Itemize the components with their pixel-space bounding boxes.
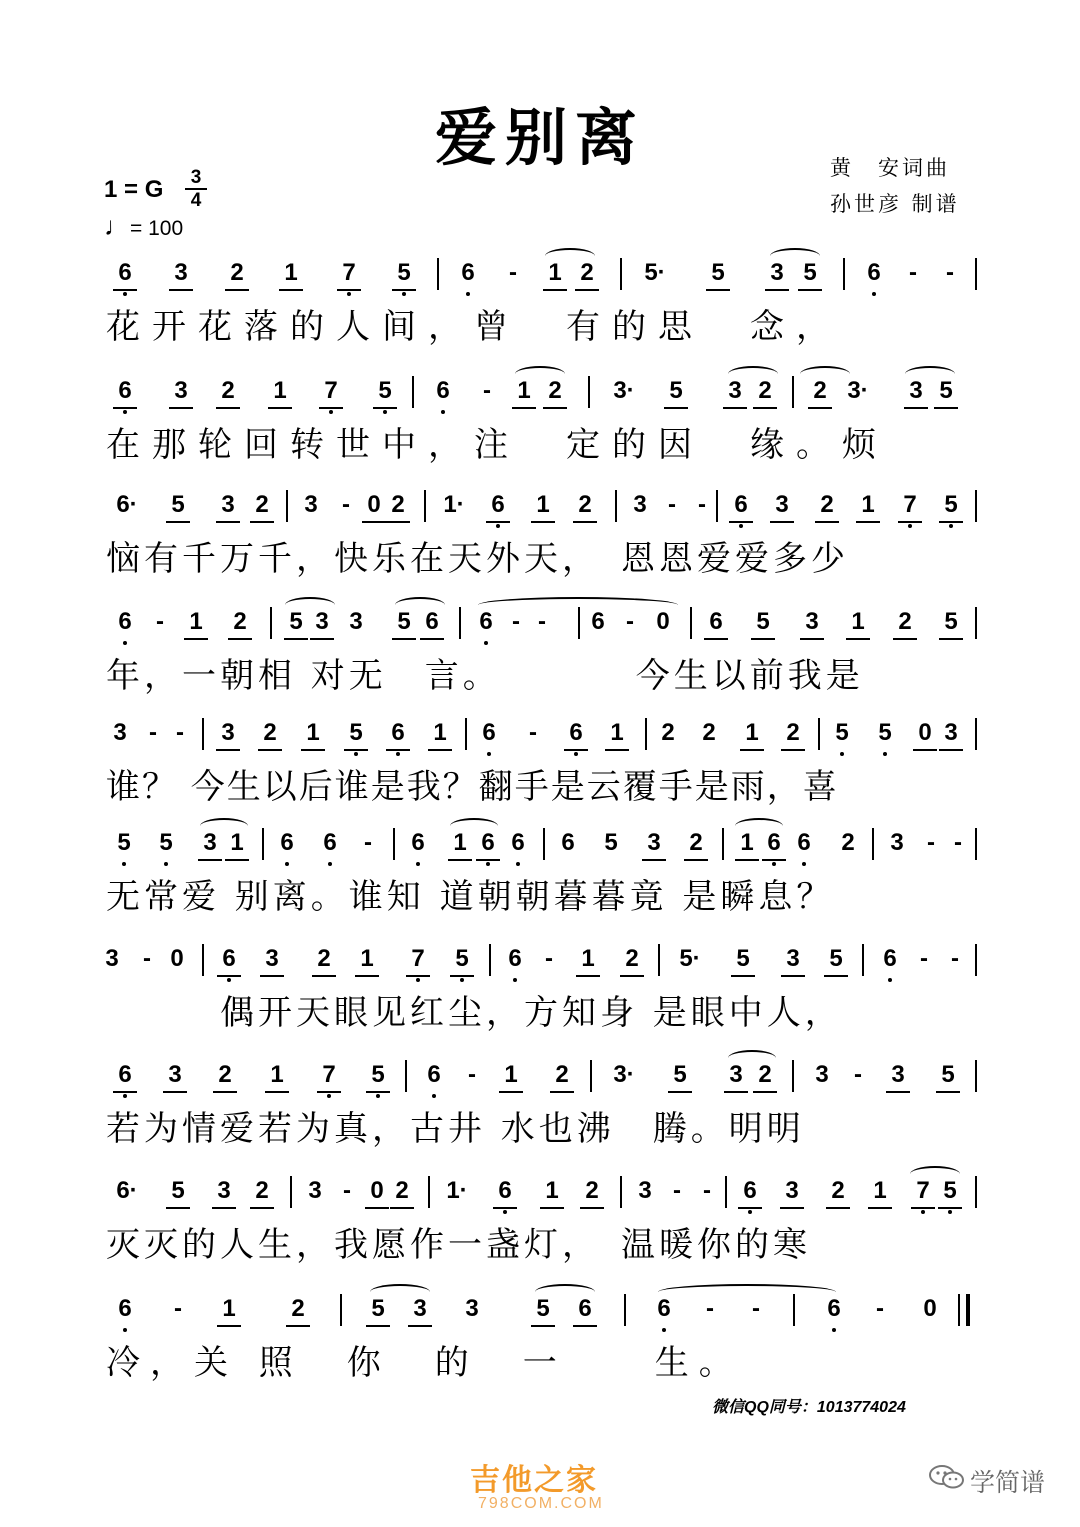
score-row-3: [0, 490, 1080, 600]
lyric-line: 无常爱 别离。谁知 道朝朝暮暮竟 是瞬息？: [106, 877, 835, 917]
note: 2: [283, 1294, 313, 1324]
key-signature: 1 = G: [104, 176, 164, 203]
note: -: [545, 945, 553, 972]
note: -: [951, 945, 959, 972]
quarter-note-icon: ♩: [104, 211, 130, 241]
note: 6: [110, 1060, 140, 1090]
note: 3: [720, 376, 750, 406]
note: 1: [445, 828, 475, 858]
note: 2: [247, 1176, 277, 1206]
note: 5: [936, 607, 966, 637]
lyric-line: 恼有千万千，快乐在天外天， 恩恩爱爱多少: [106, 539, 849, 579]
note: 3·: [613, 377, 635, 404]
note: 2: [890, 607, 920, 637]
note: 2: [577, 1176, 607, 1206]
note: 5: [935, 1176, 965, 1206]
note: 1·: [446, 1177, 468, 1204]
score-row-7: [0, 944, 1080, 1054]
note: 2: [570, 490, 600, 520]
note: 6: [474, 718, 504, 748]
note: 6: [726, 490, 756, 520]
note: -: [483, 377, 491, 404]
lyric-line: 若为情爱若为真，古井 水也沸 腾。明明: [106, 1109, 805, 1149]
note: 0: [359, 490, 389, 520]
note: -: [529, 719, 537, 746]
note: 1: [865, 1176, 895, 1206]
note: 1: [496, 1060, 526, 1090]
note: 3: [778, 944, 808, 974]
note: 6: [419, 1060, 449, 1090]
note: 6: [500, 944, 530, 974]
note: -: [946, 259, 954, 286]
note: -: [512, 608, 520, 635]
note: 3: [777, 1176, 807, 1206]
note: 5: [748, 607, 778, 637]
note: 3: [307, 607, 337, 637]
note: -: [626, 608, 634, 635]
note: 2: [702, 719, 716, 746]
note: -: [703, 1177, 711, 1204]
note: 1: [737, 718, 767, 748]
note: 3: [105, 945, 119, 972]
note: -: [668, 491, 676, 518]
note: 5: [661, 376, 691, 406]
note: 6: [503, 828, 533, 858]
note: 1: [214, 1294, 244, 1324]
note: 6: [417, 607, 447, 637]
note: 2: [387, 1176, 417, 1206]
note: 1: [732, 828, 762, 858]
lyric-line: 花开花落的人间，曾 有的思 念，: [106, 307, 842, 347]
note: 2: [805, 376, 835, 406]
note: 6: [118, 259, 132, 286]
note: 3: [257, 944, 287, 974]
note: 3: [639, 828, 669, 858]
note: -: [854, 1061, 862, 1088]
note: 7: [908, 1176, 938, 1206]
note: 3·: [847, 377, 869, 404]
note: 5: [341, 718, 371, 748]
note: 6: [591, 608, 605, 635]
note: 6: [819, 1294, 849, 1324]
watermark-account-name: 学简谱: [970, 1468, 1046, 1497]
note: 5: [528, 1294, 558, 1324]
lyric-line: 在那轮回转世中，注 定的因 缘。烦: [106, 425, 888, 465]
score-row-8: [0, 1060, 1080, 1170]
note: -: [149, 719, 157, 746]
note: 2: [210, 1060, 240, 1090]
note: 6: [570, 1294, 600, 1324]
note: 5: [363, 1294, 393, 1324]
time-signature: [185, 168, 207, 210]
note: 2: [841, 829, 855, 856]
note: 2: [661, 719, 675, 746]
note: 5: [109, 828, 139, 858]
note: 6: [490, 1176, 520, 1206]
note: 1: [540, 258, 570, 288]
note: -: [364, 829, 372, 856]
note: 3·: [613, 1061, 635, 1088]
note: 3: [465, 1295, 479, 1322]
tempo-value: = 100: [130, 217, 184, 240]
note: 3: [308, 1177, 322, 1204]
lyric-line: 灭灭的人生，我愿作一盏灯， 温暖你的寒: [106, 1225, 811, 1265]
note: 6: [453, 258, 483, 288]
score-row-6: [0, 828, 1080, 938]
note: -: [343, 1177, 351, 1204]
note: -: [342, 491, 350, 518]
note: 1: [573, 944, 603, 974]
note: 6: [735, 1176, 765, 1206]
note: 6: [110, 1294, 140, 1324]
note: 1: [509, 376, 539, 406]
time-signature-top: 3: [190, 167, 202, 188]
note: 3: [405, 1294, 435, 1324]
note: 5: [703, 258, 733, 288]
note: 6: [759, 828, 789, 858]
note: 1: [425, 718, 455, 748]
note: 6: [272, 828, 302, 858]
note: -: [176, 719, 184, 746]
note: 1: [298, 718, 328, 748]
note: 1: [843, 607, 873, 637]
note: 7: [316, 376, 346, 406]
lyric-line: 冷，关 照 你 的 一 生。: [106, 1343, 743, 1383]
note: 1: [222, 828, 252, 858]
note: 2: [540, 376, 570, 406]
note: 2: [255, 718, 285, 748]
note: -: [143, 945, 151, 972]
note: 6: [789, 828, 819, 858]
note: 2: [750, 376, 780, 406]
note: 2: [812, 490, 842, 520]
note: 6: [428, 376, 458, 406]
score-row-9: [0, 1176, 1080, 1286]
note: 0: [362, 1176, 392, 1206]
note: 3: [166, 258, 196, 288]
note: 5: [795, 258, 825, 288]
note: 6: [110, 607, 140, 637]
note: 0: [656, 608, 670, 635]
note: 6: [315, 828, 345, 858]
note: 6: [403, 828, 433, 858]
note: 1: [262, 1060, 292, 1090]
score-row-10: [0, 1294, 1080, 1404]
lyric-line: 年，一朝相 对无 言。 今生以前我是: [106, 656, 864, 696]
note: 1·: [443, 491, 465, 518]
note: 6: [473, 828, 503, 858]
note: 0: [910, 718, 940, 748]
note: 2: [778, 718, 808, 748]
note: 5: [163, 490, 193, 520]
note: -: [752, 1295, 760, 1322]
note: 3: [890, 829, 904, 856]
score-row-4: [0, 607, 1080, 717]
note: -: [927, 829, 935, 856]
note: 5: [447, 944, 477, 974]
note: 5: [827, 718, 857, 748]
note: 5: [931, 376, 961, 406]
note: 2: [547, 1060, 577, 1090]
note: 3: [304, 491, 318, 518]
note: 3: [209, 1176, 239, 1206]
note: 5: [363, 1060, 393, 1090]
note: 0: [170, 945, 184, 972]
note: -: [876, 1295, 884, 1322]
note: 5: [370, 376, 400, 406]
note: 6·: [116, 491, 138, 518]
note: 5: [281, 607, 311, 637]
note: 6: [383, 718, 413, 748]
note: -: [920, 945, 928, 972]
note: 3: [883, 1060, 913, 1090]
note: 7: [895, 490, 925, 520]
watermark-url: 798COM.COM: [478, 1495, 604, 1512]
note: 2: [309, 944, 339, 974]
note: 2: [225, 607, 255, 637]
note: 5: [821, 944, 851, 974]
note: 6: [483, 490, 513, 520]
note: -: [673, 1177, 681, 1204]
note: -: [174, 1295, 182, 1322]
note: 3: [113, 719, 127, 746]
note: 2: [213, 376, 243, 406]
note: 1: [265, 376, 295, 406]
note: 5·: [644, 259, 666, 286]
note: 3: [195, 828, 225, 858]
wechat-icon: [928, 1463, 966, 1491]
note: 2: [222, 258, 252, 288]
note: 2: [617, 944, 647, 974]
note: 2: [681, 828, 711, 858]
note: -: [698, 491, 706, 518]
note: 6: [875, 944, 905, 974]
note: 6: [649, 1294, 679, 1324]
note: 5: [389, 607, 419, 637]
note: 3: [767, 490, 797, 520]
watermark-brand: 吉他之家: [470, 1463, 598, 1498]
note: 6: [859, 258, 889, 288]
note: 3: [633, 491, 647, 518]
note: 3: [815, 1061, 829, 1088]
note: 3: [638, 1177, 652, 1204]
note: -: [468, 1061, 476, 1088]
lyric-line: 偶开天眼见红尘，方知身 是眼中人，: [106, 993, 843, 1033]
score-row-5: [0, 718, 1080, 828]
note: 3: [797, 607, 827, 637]
note: 5: [163, 1176, 193, 1206]
note: 1: [181, 607, 211, 637]
lyric-line: 谁？ 今生以后谁是我？翻手是云覆手是雨，喜: [106, 767, 839, 807]
score-row-1: [0, 258, 1080, 368]
score-row-2: [0, 376, 1080, 486]
note: -: [909, 259, 917, 286]
note: 7: [334, 258, 364, 288]
note: 3: [721, 1060, 751, 1090]
note: 5: [389, 258, 419, 288]
note: 6: [561, 718, 591, 748]
lyricist-composer-credit: 黄 安词曲: [830, 156, 950, 180]
note: -: [954, 829, 962, 856]
note: 7: [314, 1060, 344, 1090]
song-title: 爱别离: [434, 101, 645, 174]
note: 5: [933, 1060, 963, 1090]
note: 3: [936, 718, 966, 748]
note: 5: [870, 718, 900, 748]
note: 1: [537, 1176, 567, 1206]
note: 0: [923, 1295, 937, 1322]
note: 6: [561, 829, 575, 856]
note: 1: [602, 718, 632, 748]
note: 1: [853, 490, 883, 520]
note: 6·: [116, 1177, 138, 1204]
wechat-qq-contact: 微信QQ同号：1013774024: [712, 1399, 906, 1416]
note: 3: [213, 490, 243, 520]
note: -: [538, 608, 546, 635]
note: 2: [572, 258, 602, 288]
note: 6: [701, 607, 731, 637]
note: 3: [762, 258, 792, 288]
note: 5: [936, 490, 966, 520]
note: -: [156, 608, 164, 635]
note: 7: [403, 944, 433, 974]
note: 5·: [679, 945, 701, 972]
note: 3: [901, 376, 931, 406]
note: 5: [151, 828, 181, 858]
note: 1: [528, 490, 558, 520]
note: 1: [352, 944, 382, 974]
note: 2: [750, 1060, 780, 1090]
note: 5: [728, 944, 758, 974]
note: 3: [349, 608, 363, 635]
note: -: [706, 1295, 714, 1322]
time-signature-bottom: 4: [190, 190, 202, 211]
note: 5: [604, 829, 618, 856]
tempo-marking: [104, 211, 183, 242]
note: 6: [471, 607, 501, 637]
note: 2: [247, 490, 277, 520]
note: 6: [214, 944, 244, 974]
transcriber-credit: 孙世彦 制谱: [830, 192, 960, 216]
note: 2: [383, 490, 413, 520]
note: 3: [213, 718, 243, 748]
note: 1: [276, 258, 306, 288]
note: 2: [823, 1176, 853, 1206]
note: 3: [160, 1060, 190, 1090]
note: 6: [110, 376, 140, 406]
note: 3: [166, 376, 196, 406]
note: -: [509, 259, 517, 286]
note: 5: [665, 1060, 695, 1090]
